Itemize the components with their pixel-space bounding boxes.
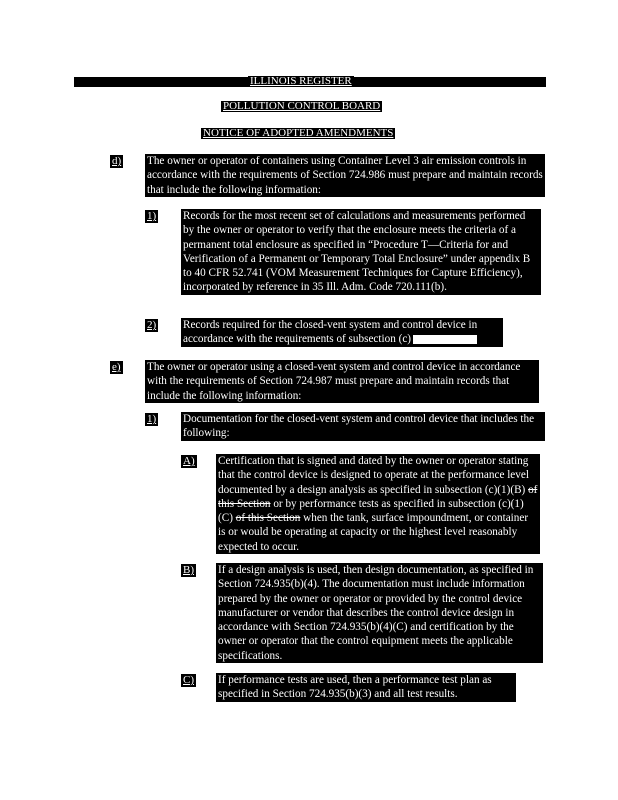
item-d2-text: Records required for the closed-vent system and control device in accordance with the requirements of subsection (c) bbox=[181, 318, 503, 347]
struck-text: of this Section bbox=[235, 512, 301, 525]
redaction-mark bbox=[413, 335, 477, 344]
register-title: ILLINOIS REGISTER bbox=[250, 75, 352, 87]
item-e-marker: e) bbox=[112, 361, 121, 373]
item-d-marker: d) bbox=[112, 155, 122, 167]
notice-title: NOTICE OF ADOPTED AMENDMENTS bbox=[203, 127, 394, 139]
board-title: POLLUTION CONTROL BOARD bbox=[223, 100, 381, 112]
item-eB-text: If a design analysis is used, then design documentation, as specified in Section 724.935(b)(4). The documentation must include information prepared by the owner or operator or provided by the control device manufacturer or vendor that describes the control device design in accordance with Section 724.935(b)(4)(C) and certification by the owner or operator that the control equipment meets the applicable specifications. bbox=[216, 563, 543, 663]
item-d1-marker: 1) bbox=[147, 210, 157, 222]
item-e1-marker: 1) bbox=[147, 413, 157, 425]
item-d2-marker: 2) bbox=[147, 319, 157, 331]
item-eC-marker: C) bbox=[183, 674, 194, 686]
item-e-text: The owner or operator using a closed-vent system and control device in accordance with the requirements of Section 724.987 must prepare and maintain records that include the following information: bbox=[145, 360, 539, 403]
item-d1-text: Records for the most recent set of calculations and measurements performed by the owner or operator to verify that the enclosure meets the criteria of a permanent total enclosure as specified in “Procedure T—Criteria for and Verification of a Permanent or Temporary Total Enclosure” under appendix B to 40 CFR 52.741 (VOM Measurement Techniques for Capture Efficiency), incorporated by reference in 35 Ill. Adm. Code 720.111(b). bbox=[181, 209, 541, 295]
item-e1-text: Documentation for the closed-vent system and control device that includes the following: bbox=[181, 412, 545, 441]
item-eB-marker: B) bbox=[183, 564, 194, 576]
item-eA-text: Certification that is signed and dated by the owner or operator stating that the control device is designed to operate at the performance level documented by a design analysis as specified in subsection (c)(1)(B) of this Section or by performance tests as specified in subsection (c)(1)(C) of this Section when the tank, surface impoundment, or container is or would be operating at capacity or the highest level reasonably expected to occur. bbox=[216, 454, 540, 554]
item-eC-text: If performance tests are used, then a performance test plan as specified in Section 724.935(b)(3) and all test results. bbox=[216, 673, 516, 702]
item-eA-marker: A) bbox=[183, 455, 195, 467]
item-d-text: The owner or operator of containers using Container Level 3 air emission controls in accordance with the requirements of Section 724.986 must prepare and maintain records that include the following information: bbox=[145, 154, 545, 197]
struck-text: of this Section bbox=[218, 483, 538, 510]
